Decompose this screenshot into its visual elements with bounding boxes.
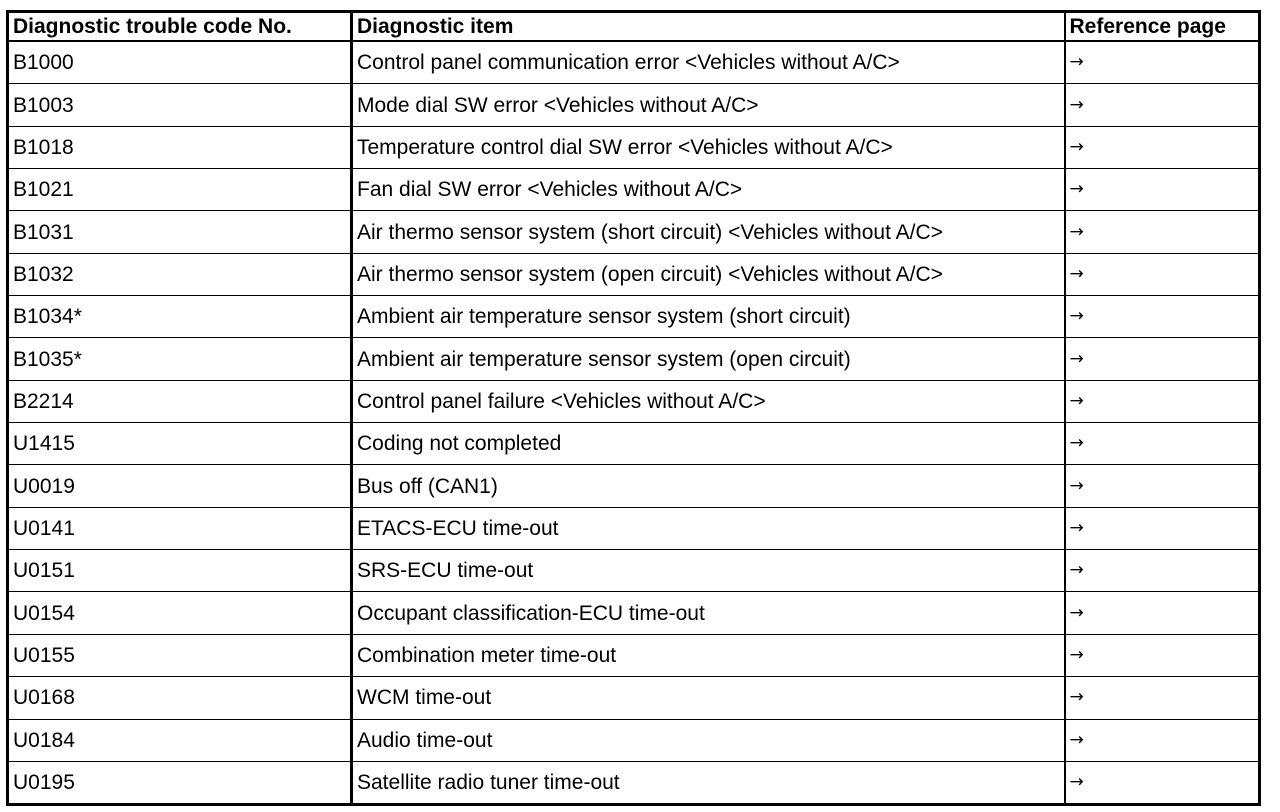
- code-cell: U0184: [8, 719, 352, 761]
- reference-arrow-link[interactable]: →: [1065, 550, 1260, 592]
- header-code: Diagnostic trouble code No.: [8, 12, 352, 42]
- header-item: Diagnostic item: [352, 12, 1065, 42]
- code-cell: U0019: [8, 465, 352, 507]
- code-cell: B2214: [8, 380, 352, 422]
- item-cell: Air thermo sensor system (open circuit) <Vehicles without A/C>: [352, 253, 1065, 295]
- reference-arrow-link[interactable]: →: [1065, 507, 1260, 549]
- table-row: [8, 423, 1260, 465]
- table-row: [8, 126, 1260, 168]
- code-cell: U0141: [8, 507, 352, 549]
- reference-arrow-link[interactable]: →: [1065, 465, 1260, 507]
- reference-arrow-link[interactable]: →: [1065, 592, 1260, 634]
- code-cell: U0155: [8, 634, 352, 676]
- item-cell: Bus off (CAN1): [352, 465, 1065, 507]
- item-cell: Temperature control dial SW error <Vehicles without A/C>: [352, 126, 1065, 168]
- table-body: [8, 41, 1260, 805]
- item-cell: Control panel communication error <Vehicles without A/C>: [352, 41, 1065, 84]
- header-row: [8, 12, 1260, 42]
- code-cell: B1035*: [8, 338, 352, 380]
- table-row: [8, 592, 1260, 634]
- table-row: [8, 253, 1260, 295]
- code-cell: B1034*: [8, 296, 352, 338]
- table-row: [8, 465, 1260, 507]
- item-cell: WCM time-out: [352, 677, 1065, 719]
- code-cell: B1031: [8, 211, 352, 253]
- item-cell: Audio time-out: [352, 719, 1065, 761]
- code-cell: B1032: [8, 253, 352, 295]
- code-cell: U1415: [8, 423, 352, 465]
- code-cell: U0195: [8, 761, 352, 804]
- reference-arrow-link[interactable]: →: [1065, 296, 1260, 338]
- table-row: [8, 211, 1260, 253]
- item-cell: SRS-ECU time-out: [352, 550, 1065, 592]
- code-cell: U0168: [8, 677, 352, 719]
- item-cell: Ambient air temperature sensor system (open circuit): [352, 338, 1065, 380]
- reference-arrow-link[interactable]: →: [1065, 253, 1260, 295]
- table-row: [8, 338, 1260, 380]
- reference-arrow-link[interactable]: →: [1065, 677, 1260, 719]
- reference-arrow-link[interactable]: →: [1065, 423, 1260, 465]
- table-row: [8, 380, 1260, 422]
- reference-arrow-link[interactable]: →: [1065, 380, 1260, 422]
- item-cell: Ambient air temperature sensor system (short circuit): [352, 296, 1065, 338]
- item-cell: Mode dial SW error <Vehicles without A/C>: [352, 84, 1065, 126]
- table-row: [8, 84, 1260, 126]
- table-row: [8, 507, 1260, 549]
- item-cell: Satellite radio tuner time-out: [352, 761, 1065, 804]
- item-cell: Control panel failure <Vehicles without A/C>: [352, 380, 1065, 422]
- item-cell: ETACS-ECU time-out: [352, 507, 1065, 549]
- code-cell: B1018: [8, 126, 352, 168]
- table-header: [8, 12, 1260, 42]
- reference-arrow-link[interactable]: →: [1065, 169, 1260, 211]
- reference-arrow-link[interactable]: →: [1065, 211, 1260, 253]
- reference-arrow-link[interactable]: →: [1065, 84, 1260, 126]
- code-cell: U0151: [8, 550, 352, 592]
- table-row: [8, 550, 1260, 592]
- table-row: [8, 719, 1260, 761]
- reference-arrow-link[interactable]: →: [1065, 719, 1260, 761]
- item-cell: Occupant classification-ECU time-out: [352, 592, 1065, 634]
- item-cell: Fan dial SW error <Vehicles without A/C>: [352, 169, 1065, 211]
- code-cell: B1021: [8, 169, 352, 211]
- header-reference: Reference page: [1065, 12, 1260, 42]
- table-row: [8, 677, 1260, 719]
- reference-arrow-link[interactable]: →: [1065, 41, 1260, 84]
- reference-arrow-link[interactable]: →: [1065, 634, 1260, 676]
- table-row: [8, 761, 1260, 804]
- table-row: [8, 169, 1260, 211]
- code-cell: B1000: [8, 41, 352, 84]
- table-row: [8, 41, 1260, 84]
- reference-arrow-link[interactable]: →: [1065, 761, 1260, 804]
- reference-arrow-link[interactable]: →: [1065, 126, 1260, 168]
- table-row: [8, 296, 1260, 338]
- item-cell: Coding not completed: [352, 423, 1065, 465]
- item-cell: Air thermo sensor system (short circuit) <Vehicles without A/C>: [352, 211, 1065, 253]
- table-row: [8, 634, 1260, 676]
- diagnostic-trouble-code-table: [6, 10, 1261, 806]
- item-cell: Combination meter time-out: [352, 634, 1065, 676]
- code-cell: U0154: [8, 592, 352, 634]
- reference-arrow-link[interactable]: →: [1065, 338, 1260, 380]
- code-cell: B1003: [8, 84, 352, 126]
